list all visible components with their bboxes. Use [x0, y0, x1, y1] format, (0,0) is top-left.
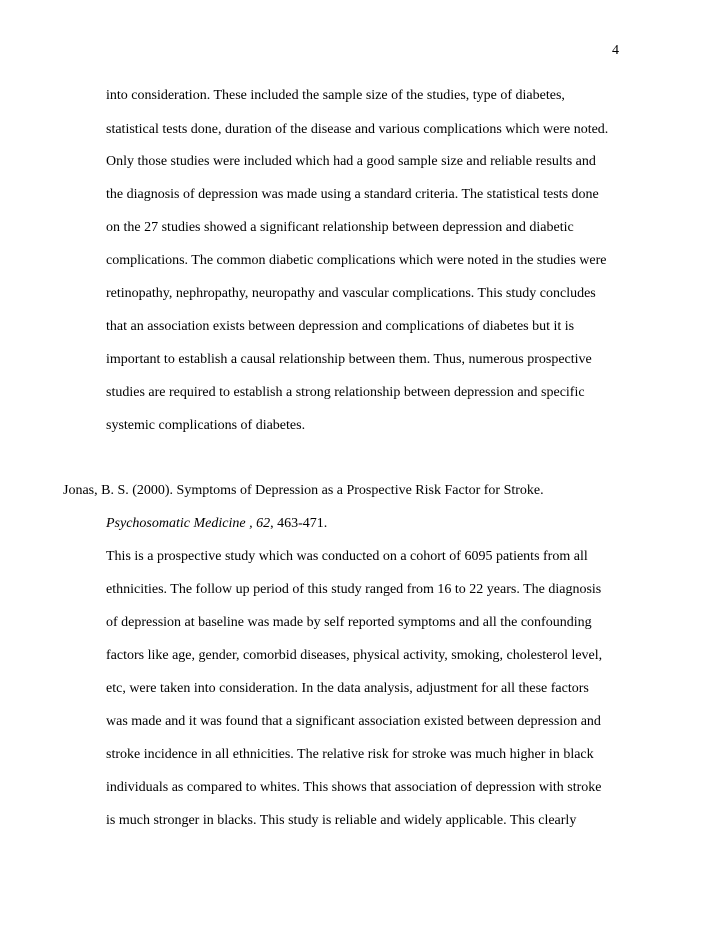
paragraph-line: important to establish a causal relationship between them. Thus, numerous prospective — [106, 352, 592, 367]
paragraph-line: complications. The common diabetic complications which were noted in the studies were — [106, 253, 607, 268]
page-number: 4 — [612, 43, 619, 58]
paragraph-line: This is a prospective study which was conducted on a cohort of 6095 patients from all — [106, 549, 588, 564]
paragraph-line: of depression at baseline was made by self reported symptoms and all the confounding — [106, 615, 592, 630]
paragraph-line: etc, were taken into consideration. In the data analysis, adjustment for all these factors — [106, 681, 589, 696]
journal-title: Psychosomatic Medicine , 62 — [106, 516, 271, 531]
paragraph-line: that an association exists between depression and complications of diabetes but it is — [106, 319, 575, 334]
paragraph-line: studies are required to establish a strong relationship between depression and specific — [106, 385, 585, 400]
paragraph-line: is much stronger in blacks. This study is reliable and widely applicable. This clearly — [106, 813, 577, 828]
paragraph-line: on the 27 studies showed a significant relationship between depression and diabetic — [106, 220, 574, 235]
paragraph-line: statistical tests done, duration of the disease and various complications which were noted. — [106, 122, 609, 137]
paragraph-line: individuals as compared to whites. This shows that association of depression with stroke — [106, 780, 602, 795]
paragraph-line: stroke incidence in all ethnicities. The relative risk for stroke was much higher in black — [106, 747, 594, 762]
paragraph-line: the diagnosis of depression was made using a standard criteria. The statistical tests done — [106, 187, 599, 202]
paragraph-line: systemic complications of diabetes. — [106, 418, 306, 433]
reference-journal-line — [106, 515, 327, 533]
journal-pages: , 463-471. — [270, 516, 328, 531]
paragraph-line: factors like age, gender, comorbid diseases, physical activity, smoking, cholesterol level, — [106, 648, 603, 663]
paragraph-line: retinopathy, nephropathy, neuropathy and vascular complications. This study concludes — [106, 286, 596, 301]
reference-citation: Jonas, B. S. (2000). Symptoms of Depression as a Prospective Risk Factor for Stroke. — [63, 483, 544, 498]
paragraph-line: into consideration. These included the sample size of the studies, type of diabetes, — [106, 88, 565, 103]
paragraph-line: was made and it was found that a significant association existed between depression and — [106, 714, 601, 729]
paragraph-line: ethnicities. The follow up period of this study ranged from 16 to 22 years. The diagnosis — [106, 582, 602, 597]
paragraph-line: Only those studies were included which had a good sample size and reliable results and — [106, 154, 596, 169]
